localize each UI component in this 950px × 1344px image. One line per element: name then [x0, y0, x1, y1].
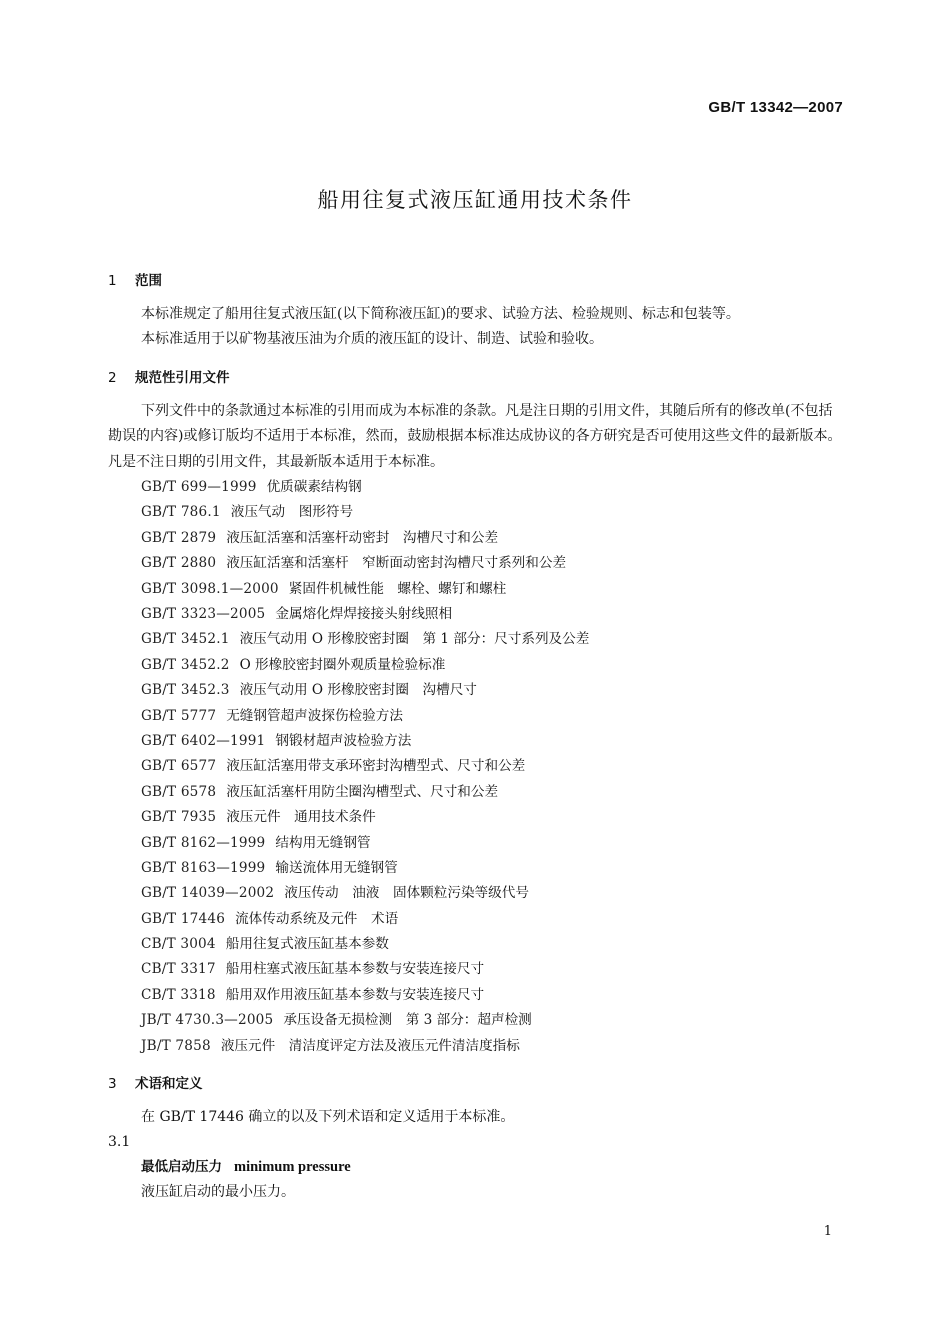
reference-code: GB/T 6578 [141, 783, 217, 800]
reference-title: 液压气动 图形符号 [230, 504, 354, 521]
reference-title: 无缝钢管超声波探伤检验方法 [226, 707, 403, 724]
document-title: 船用往复式液压缸通用技术条件 [317, 188, 633, 212]
reference-title: 承压设备无损检测 第 3 部分：超声检测 [283, 1012, 532, 1029]
reference-title: 液压传动 油液 固体颗粒污染等级代号 [284, 885, 529, 902]
document-body [108, 268, 846, 1205]
reference-code: GB/T 3452.3 [141, 682, 230, 699]
reference-title: 液压缸活塞用带支承环密封沟槽型式、尺寸和公差 [226, 758, 526, 775]
reference-title: 液压气动用 O 形橡胶密封圈 第 1 部分：尺寸系列及公差 [239, 631, 590, 648]
reference-item [141, 780, 846, 805]
reference-code: CB/T 3318 [141, 986, 216, 1003]
scope-paragraph: 本标准适用于以矿物基液压油为介质的液压缸的设计、制造、试验和验收。 [141, 331, 603, 348]
reference-item [141, 983, 846, 1008]
section-number: 3 [108, 1076, 117, 1093]
reference-code: CB/T 3317 [141, 961, 216, 978]
section-title: 范围 [135, 273, 162, 289]
reference-title: 金属熔化焊焊接接头射线照相 [275, 605, 453, 622]
reference-item [141, 729, 846, 754]
term-name-zh: 最低启动压力 [141, 1159, 222, 1176]
reference-code: GB/T 8163—1999 [141, 859, 266, 876]
reference-title: 液压缸活塞和活塞杆动密封 沟槽尺寸和公差 [226, 529, 499, 546]
reference-code: GB/T 3098.1—2000 [141, 580, 279, 597]
reference-title: 钢锻材超声波检验方法 [275, 732, 412, 749]
reference-code: GB/T 6577 [141, 758, 217, 775]
reference-code: GB/T 17446 [141, 910, 226, 927]
reference-item [141, 932, 846, 957]
term-definition: 液压缸启动的最小压力。 [141, 1184, 295, 1201]
reference-item [141, 475, 846, 500]
reference-code: CB/T 3004 [141, 936, 216, 953]
reference-code: GB/T 3452.2 [141, 656, 230, 673]
scope-paragraph: 本标准规定了船用往复式液压缸(以下简称液压缸)的要求、试验方法、检验规则、标志和包装等。 [141, 306, 740, 322]
reference-code: GB/T 6402—1991 [141, 732, 266, 749]
reference-code: JB/T 4730.3—2005 [141, 1012, 274, 1029]
section-number: 1 [108, 273, 117, 289]
reference-item [141, 526, 846, 551]
reference-title: 液压元件 清洁度评定方法及液压元件清洁度指标 [220, 1037, 520, 1054]
section-heading-terms [108, 1071, 846, 1097]
reference-item [141, 577, 846, 602]
reference-title: 液压缸活塞和活塞杆 窄断面动密封沟槽尺寸系列和公差 [226, 555, 567, 572]
reference-code: GB/T 3452.1 [141, 631, 230, 648]
reference-item [141, 1008, 846, 1033]
reference-code: GB/T 5777 [141, 707, 217, 724]
reference-code: GB/T 2880 [141, 555, 217, 572]
term-title [108, 1155, 846, 1180]
reference-title: O 形橡胶密封圈外观质量检验标准 [239, 656, 446, 673]
section-heading-references [108, 365, 846, 391]
reference-code: GB/T 14039—2002 [141, 885, 275, 902]
term-name-en: minimum pressure [234, 1159, 351, 1176]
reference-title: 结构用无缝钢管 [275, 834, 371, 851]
section-title: 术语和定义 [135, 1076, 203, 1093]
reference-item [141, 881, 846, 906]
terms-intro: 在 GB/T 17446 确立的以及下列术语和定义适用于本标准。 [141, 1109, 515, 1126]
reference-code: GB/T 786.1 [141, 504, 221, 521]
section-number: 2 [108, 369, 117, 386]
reference-list [108, 475, 846, 1059]
reference-item [141, 678, 846, 703]
page-number: 1 [823, 1224, 832, 1239]
reference-title: 液压气动用 O 形橡胶密封圈 沟槽尺寸 [239, 682, 477, 699]
reference-title: 船用双作用液压缸基本参数与安装连接尺寸 [225, 986, 485, 1003]
reference-item [141, 602, 846, 627]
reference-item [141, 831, 846, 856]
reference-item [141, 500, 846, 525]
references-intro: 下列文件中的条款通过本标准的引用而成为本标准的条款。凡是注日期的引用文件，其随后所有的修改单(不包括勘误的内容)或修订版均不适用于本标准，然而，鼓励根据本标准达成协议的各方研究是否可使用这些文件的最新版本。凡是不注日期的引用文件，其最新版本适用于本标准。 [108, 402, 842, 470]
reference-title: 液压元件 通用技术条件 [226, 809, 376, 826]
reference-code: GB/T 8162—1999 [141, 834, 266, 851]
term-number: 3.1 [108, 1134, 131, 1151]
reference-item [141, 754, 846, 779]
reference-item [141, 856, 846, 881]
reference-title: 输送流体用无缝钢管 [275, 859, 398, 876]
reference-item [141, 1034, 846, 1059]
reference-item [141, 957, 846, 982]
reference-code: GB/T 7935 [141, 809, 217, 826]
section-heading-scope [108, 268, 846, 294]
reference-item [141, 653, 846, 678]
reference-item [141, 551, 846, 576]
reference-title: 船用往复式液压缸基本参数 [225, 936, 389, 953]
section-title: 规范性引用文件 [135, 369, 230, 386]
reference-title: 优质碳素结构钢 [266, 479, 362, 496]
reference-code: GB/T 2879 [141, 529, 217, 546]
reference-title: 流体传动系统及元件 术语 [235, 910, 399, 927]
reference-title: 船用柱塞式液压缸基本参数与安装连接尺寸 [225, 961, 485, 978]
reference-code: JB/T 7858 [141, 1037, 211, 1054]
reference-item [141, 627, 846, 652]
standard-code: GB/T 13342—2007 [708, 99, 843, 116]
reference-title: 液压缸活塞杆用防尘圈沟槽型式、尺寸和公差 [226, 783, 499, 800]
reference-item [141, 704, 846, 729]
reference-code: GB/T 3323—2005 [141, 605, 266, 622]
reference-code: GB/T 699—1999 [141, 479, 257, 496]
reference-item [141, 805, 846, 830]
reference-item [141, 907, 846, 932]
reference-title: 紧固件机械性能 螺栓、螺钉和螺柱 [288, 580, 507, 597]
